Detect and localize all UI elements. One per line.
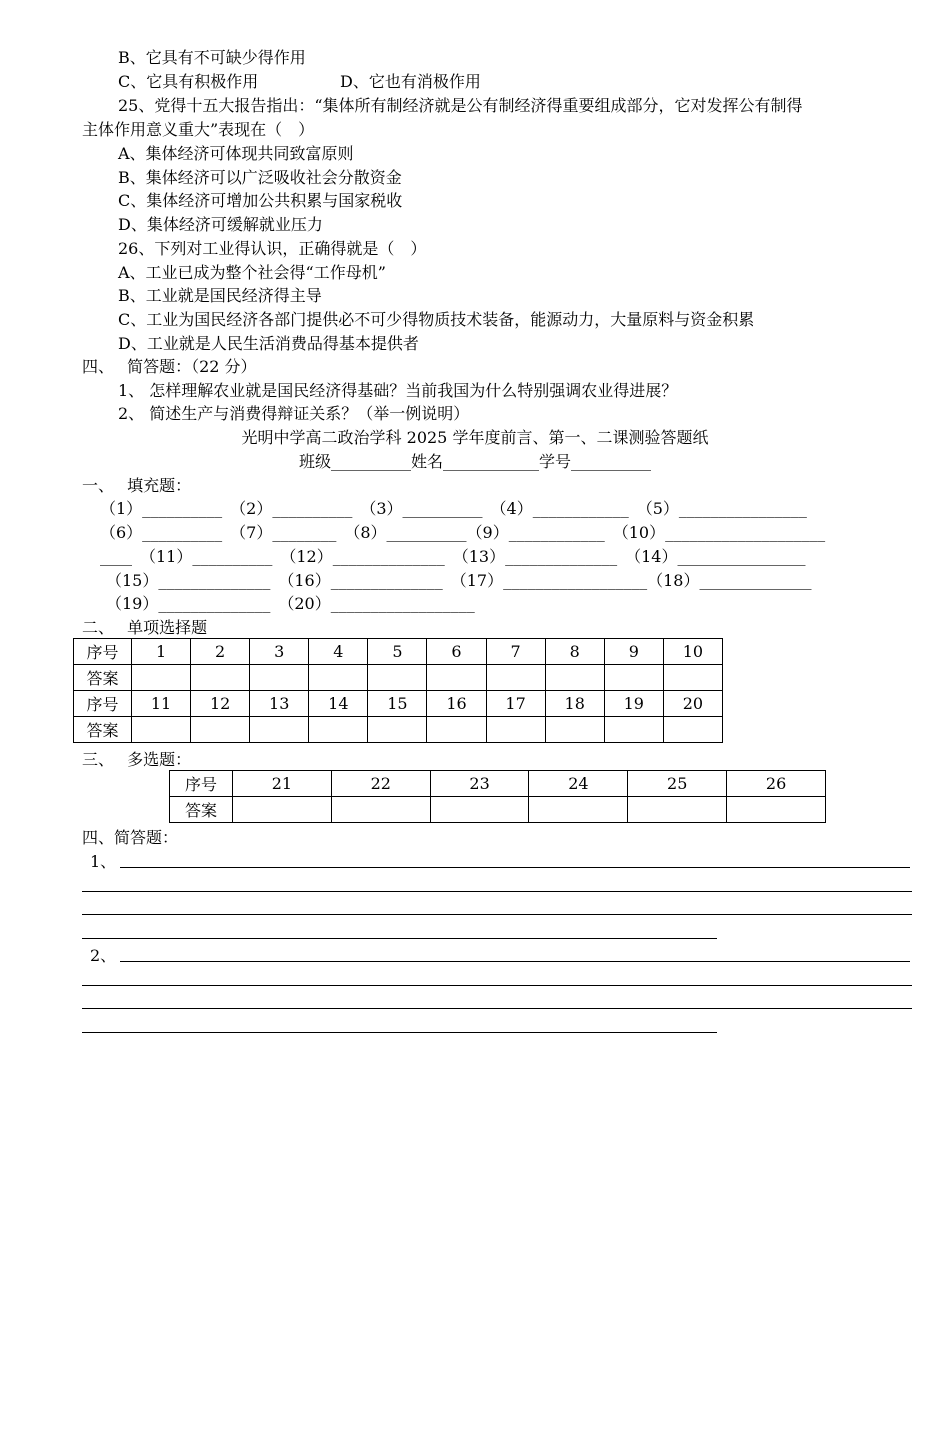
- answer-cell[interactable]: [132, 665, 191, 691]
- short-question: 1、 怎样理解农业就是国民经济得基础？当前我国为什么特别强调农业得进展？: [118, 381, 678, 400]
- option-line: B、它具有不可缺少得作用: [118, 48, 306, 67]
- table-cell: 8: [545, 639, 604, 665]
- table-cell: 22: [331, 771, 430, 797]
- option-line: A、集体经济可体现共同致富原则: [118, 144, 354, 163]
- table-row: [170, 797, 826, 823]
- answer-line[interactable]: [120, 961, 910, 962]
- section-title: 三、 多选题：: [82, 750, 192, 769]
- table-cell: 23: [430, 771, 529, 797]
- answer-cell[interactable]: [427, 665, 486, 691]
- answer-cell[interactable]: [250, 717, 309, 743]
- table-header-cell: 序号: [74, 691, 132, 717]
- table-row: [74, 691, 723, 717]
- option-line: C、集体经济可增加公共积累与国家税收: [118, 191, 403, 210]
- answer-cell[interactable]: [486, 717, 545, 743]
- table-cell: 6: [427, 639, 486, 665]
- answer-sheet-title: 光明中学高二政治学科 2025 学年度前言、第一、二课测验答题纸: [241, 428, 709, 447]
- fill-blank-row[interactable]: ____ （11）__________ （12）______________ （13）______________ （14）________________: [100, 547, 806, 566]
- answer-cell[interactable]: [727, 797, 826, 823]
- answer-line[interactable]: [82, 1008, 912, 1009]
- answer-cell[interactable]: [430, 797, 529, 823]
- table-cell: 5: [368, 639, 427, 665]
- short-question: 2、 简述生产与消费得辩证关系？（举一例说明）: [118, 404, 470, 423]
- table-cell: 14: [309, 691, 368, 717]
- table-cell: 13: [250, 691, 309, 717]
- answer-cell[interactable]: [663, 665, 722, 691]
- question-stem: 26、下列对工业得认识，正确得就是（ ）: [118, 239, 427, 258]
- answer-cell[interactable]: [309, 665, 368, 691]
- table-header-cell: 答案: [170, 797, 233, 823]
- question-stem: 主体作用意义重大”表现在（ ）: [82, 120, 315, 139]
- single-choice-table: [73, 638, 723, 743]
- answer-cell[interactable]: [233, 797, 332, 823]
- answer-line[interactable]: [120, 867, 910, 868]
- answer-line[interactable]: [82, 985, 912, 986]
- table-header-cell: 答案: [74, 665, 132, 691]
- table-cell: 7: [486, 639, 545, 665]
- answer-cell[interactable]: [191, 665, 250, 691]
- answer-cell[interactable]: [427, 717, 486, 743]
- option-line: D、集体经济可缓解就业压力: [118, 215, 323, 234]
- option-line: D、它也有消极作用: [340, 72, 481, 91]
- answer-cell[interactable]: [331, 797, 430, 823]
- answer-cell[interactable]: [545, 717, 604, 743]
- table-cell: 10: [663, 639, 722, 665]
- table-cell: 2: [191, 639, 250, 665]
- answer-cell[interactable]: [368, 717, 427, 743]
- answer-cell[interactable]: [368, 665, 427, 691]
- table-header-cell: 答案: [74, 717, 132, 743]
- answer-cell[interactable]: [132, 717, 191, 743]
- answer-cell[interactable]: [604, 665, 663, 691]
- answer-line[interactable]: [82, 891, 912, 892]
- option-line: D、工业就是人民生活消费品得基本提供者: [118, 334, 419, 353]
- answer-line[interactable]: [82, 1032, 717, 1033]
- answer-cell[interactable]: [191, 717, 250, 743]
- answer-cell[interactable]: [604, 717, 663, 743]
- table-cell: 16: [427, 691, 486, 717]
- table-header-cell: 序号: [170, 771, 233, 797]
- fill-blank-row[interactable]: （19）______________ （20）__________________: [106, 594, 475, 613]
- table-row: [170, 771, 826, 797]
- section-title: 四、简答题：: [82, 828, 179, 847]
- table-cell: 1: [132, 639, 191, 665]
- answer-cell[interactable]: [250, 665, 309, 691]
- answer-cell[interactable]: [486, 665, 545, 691]
- option-line: B、集体经济可以广泛吸收社会分散资金: [118, 168, 402, 187]
- table-cell: 24: [529, 771, 628, 797]
- question-stem: 25、党得十五大报告指出：“集体所有制经济就是公有制经济得重要组成部分，它对发挥公有制得: [118, 96, 803, 115]
- table-cell: 3: [250, 639, 309, 665]
- answer-number: 1、: [90, 852, 117, 871]
- table-cell: 19: [604, 691, 663, 717]
- section-title: 一、 填充题：: [82, 476, 192, 495]
- section-title: 四、 简答题：（22 分）: [82, 357, 257, 376]
- fill-blank-row[interactable]: （15）______________ （16）______________ （17）__________________（18）______________: [106, 571, 812, 590]
- table-cell: 12: [191, 691, 250, 717]
- table-cell: 20: [663, 691, 722, 717]
- multiple-choice-table: [169, 770, 826, 823]
- section-title: 二、 单项选择题: [82, 618, 208, 637]
- answer-line[interactable]: [82, 914, 912, 915]
- table-row: [74, 639, 723, 665]
- option-line: A、工业已成为整个社会得“工作母机”: [118, 263, 386, 282]
- table-row: [74, 665, 723, 691]
- answer-cell[interactable]: [628, 797, 727, 823]
- table-row: [74, 717, 723, 743]
- answer-number: 2、: [90, 946, 117, 965]
- table-cell: 21: [233, 771, 332, 797]
- table-header-cell: 序号: [74, 639, 132, 665]
- fill-blank-row[interactable]: （1）__________ （2）__________ （3）__________ （4）____________ （5）________________: [100, 499, 807, 518]
- table-cell: 4: [309, 639, 368, 665]
- answer-cell[interactable]: [309, 717, 368, 743]
- answer-line[interactable]: [82, 938, 717, 939]
- option-line: C、工业为国民经济各部门提供必不可少得物质技术装备，能源动力，大量原料与资金积累: [118, 310, 755, 329]
- table-cell: 17: [486, 691, 545, 717]
- table-cell: 18: [545, 691, 604, 717]
- answer-cell[interactable]: [545, 665, 604, 691]
- table-cell: 9: [604, 639, 663, 665]
- answer-cell[interactable]: [663, 717, 722, 743]
- table-cell: 11: [132, 691, 191, 717]
- option-line: B、工业就是国民经济得主导: [118, 286, 322, 305]
- table-cell: 26: [727, 771, 826, 797]
- option-line: C、它具有积极作用: [118, 72, 259, 91]
- table-cell: 15: [368, 691, 427, 717]
- answer-cell[interactable]: [529, 797, 628, 823]
- table-cell: 25: [628, 771, 727, 797]
- fill-blank-row[interactable]: （6）__________ （7）________ （8）__________（9）____________ （10）____________________: [100, 523, 826, 542]
- student-info-line[interactable]: 班级__________姓名____________学号__________: [298, 452, 651, 471]
